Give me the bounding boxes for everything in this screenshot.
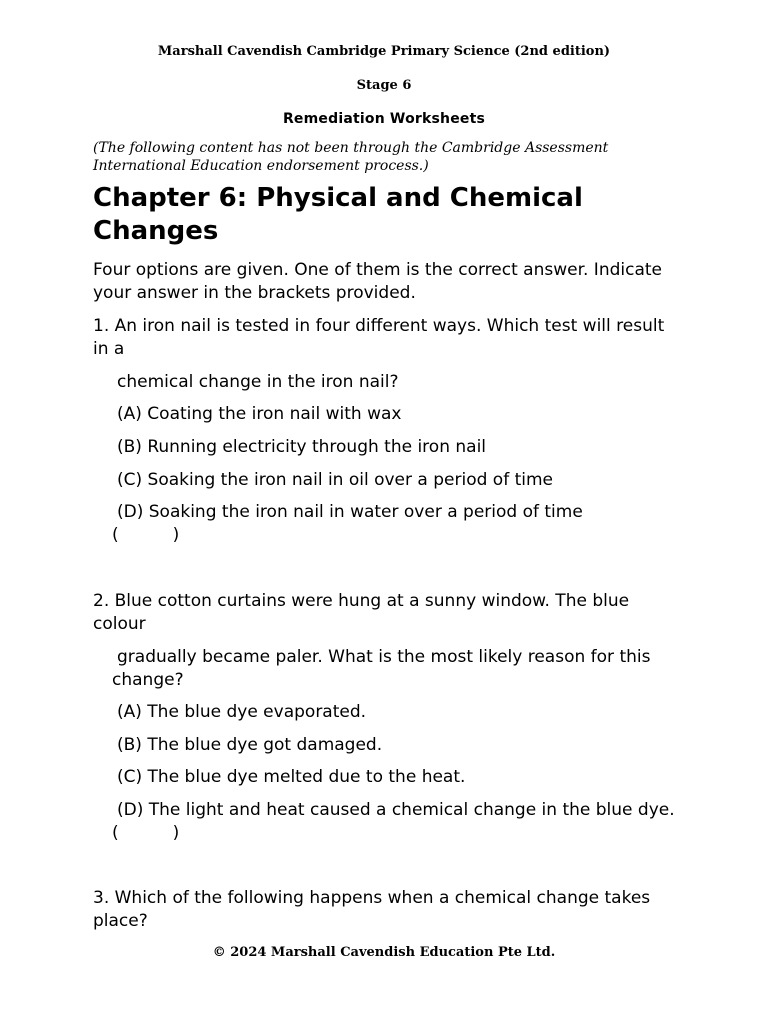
- instructions: Four options are given. One of them is the correct answer. Indicate your answer in the brackets provided.: [93, 260, 662, 303]
- question-1-stem-continued: [112, 371, 692, 394]
- question-2-option-b: [112, 734, 692, 757]
- option-text: (A) Coating the iron nail with wax: [117, 404, 402, 424]
- question-1-option-b: [112, 436, 692, 459]
- document-header-title: Marshall Cavendish Cambridge Primary Science (2nd edition): [157, 44, 611, 59]
- copyright-footer: © 2024 Marshall Cavendish Education Pte Ltd.: [212, 945, 556, 960]
- question-1-option-c: [112, 469, 692, 492]
- question-2-option-c: [112, 766, 692, 789]
- option-text: (C) The blue dye melted due to the heat.: [117, 767, 466, 787]
- question-1-option-a: [112, 403, 692, 426]
- question-2-answer-bracket[interactable]: ( ): [112, 823, 180, 843]
- document-header-stage: Stage 6: [356, 78, 412, 93]
- option-text: (A) The blue dye evaporated.: [117, 702, 367, 722]
- question-2-option-d: [112, 799, 692, 845]
- option-text: (D) Soaking the iron nail in water over a period of time: [117, 502, 583, 522]
- question-2-stem-line2: gradually became paler. What is the most likely reason for this change?: [112, 647, 651, 690]
- question-1-answer-bracket[interactable]: ( ): [112, 525, 180, 545]
- question-3-stem: 3. Which of the following happens when a chemical change takes place?: [93, 888, 651, 931]
- option-text: (B) Running electricity through the iron nail: [117, 437, 487, 457]
- question-1-option-d: [112, 501, 692, 547]
- endorsement-note: (The following content has not been through the Cambridge Assessment International Education endorsement process.): [93, 140, 609, 174]
- option-text: (C) Soaking the iron nail in oil over a period of time: [117, 470, 553, 490]
- option-text: (B) The blue dye got damaged.: [117, 735, 383, 755]
- document-header-section: Remediation Worksheets: [282, 111, 486, 127]
- question-2-stem-continued: [112, 646, 692, 692]
- question-1-stem: 1. An iron nail is tested in four different ways. Which test will result in a: [93, 316, 665, 359]
- chapter-title: Chapter 6: Physical and Chemical Changes: [93, 183, 583, 246]
- question-1-stem-line2: chemical change in the iron nail?: [117, 372, 399, 392]
- question-2-option-a: [112, 701, 692, 724]
- option-text: (D) The light and heat caused a chemical change in the blue dye.: [117, 800, 675, 820]
- question-2-stem: 2. Blue cotton curtains were hung at a sunny window. The blue colour: [93, 591, 630, 634]
